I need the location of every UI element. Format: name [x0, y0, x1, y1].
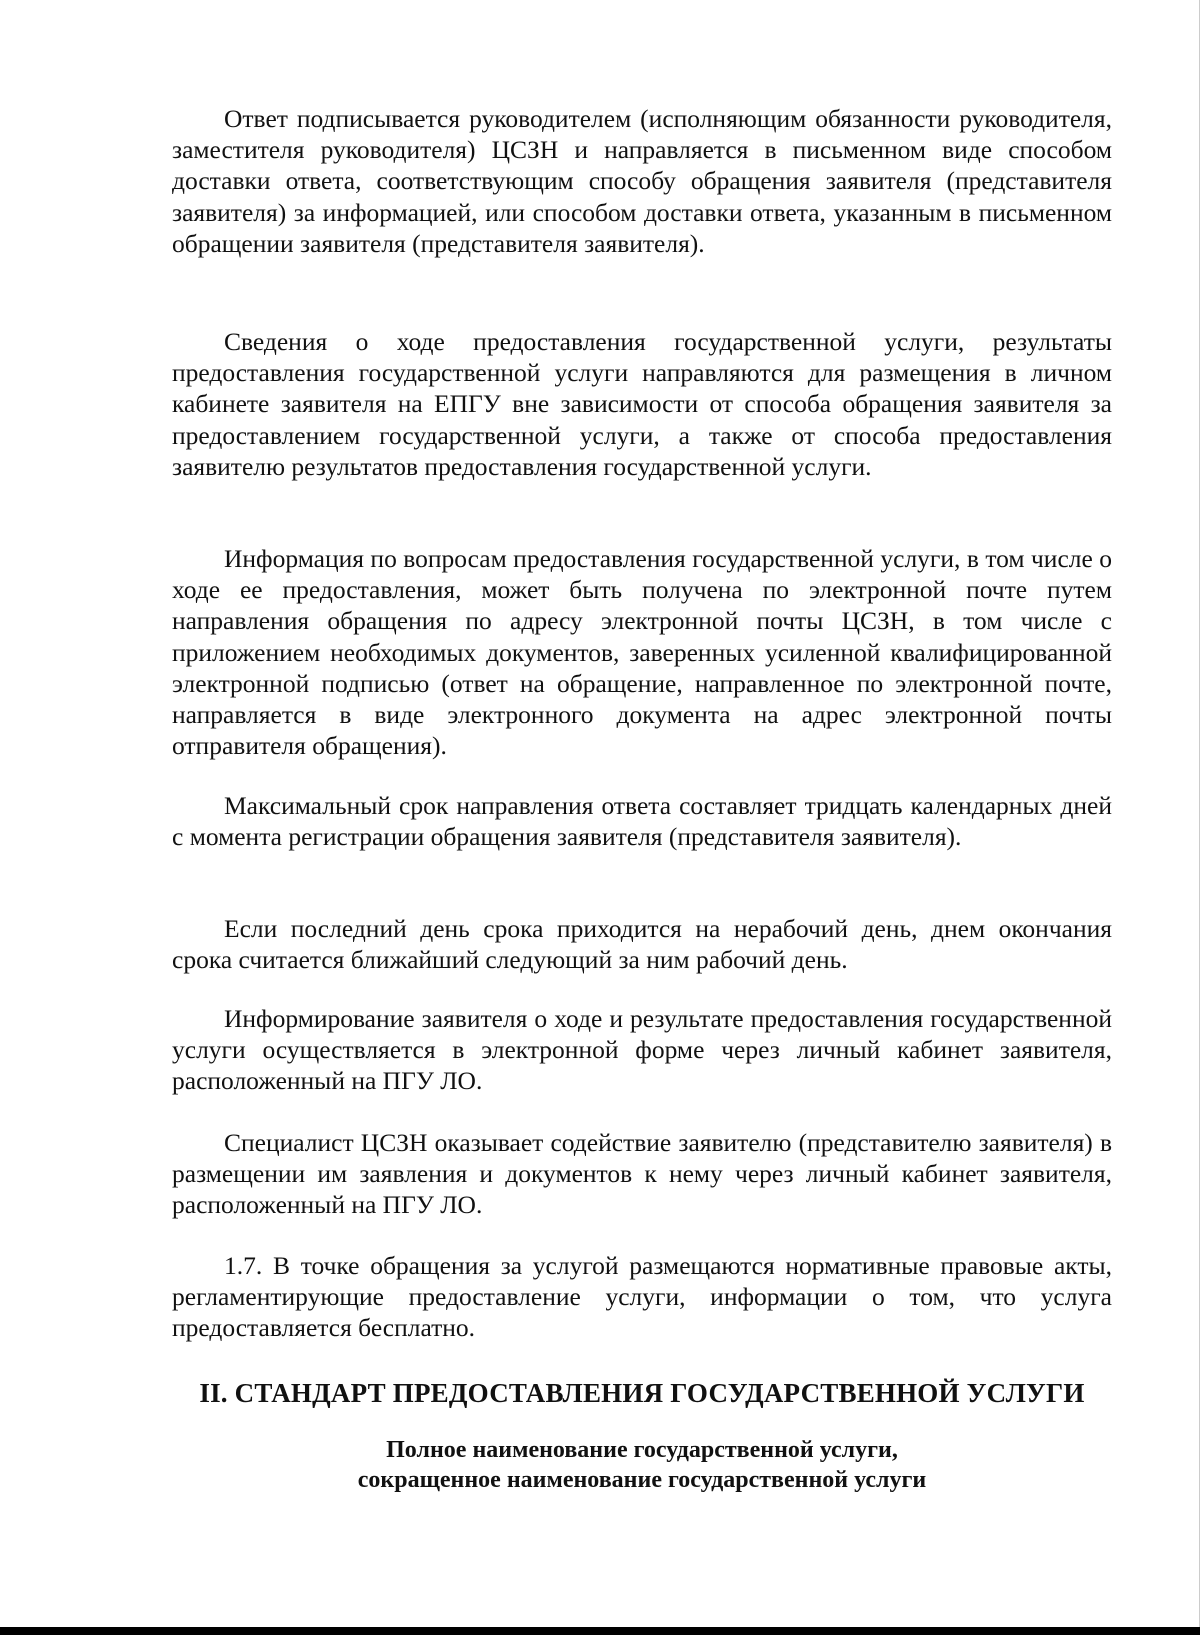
subheading — [172, 1435, 1112, 1495]
section-heading: II. СТАНДАРТ ПРЕДОСТАВЛЕНИЯ ГОСУДАРСТВЕННОЙ УСЛУГИ — [199, 1378, 1085, 1408]
paragraph-max-response-time: Максимальный срок направления ответа составляет тридцать календарных дней с момента регистрации обращения заявителя (представителя заявителя). — [172, 791, 1112, 852]
paragraph-response-signing: Ответ подписывается руководителем (исполняющим обязанности руководителя, заместителя руководителя) ЦСЗН и направляется в письменном виде способом доставки ответа, соответствующим способу обращения заявителя (представителя заявителя) за информацией, или способом доставки ответа, указанным в письменном обращении заявителя (представителя заявителя). — [172, 104, 1112, 258]
subheading-line-2: сокращенное наименование государственной услуги — [357, 1467, 927, 1493]
paragraph-deadline-weekend: Если последний день срока приходится на нерабочий день, днем окончания срока считается ближайший следующий за ним рабочий день. — [172, 914, 1112, 975]
scan-bottom-edge — [0, 1627, 1200, 1635]
paragraph-specialist-assistance: Специалист ЦСЗН оказывает содействие заявителю (представителю заявителя) в размещении им заявления и документов к нему через личный кабинет заявителя, расположенный на ПГУ ЛО. — [172, 1128, 1112, 1220]
subheading-line-1: Полное наименование государственной услуги, — [386, 1437, 898, 1463]
paragraph-service-progress: Сведения о ходе предоставления государственной услуги, результаты предоставления государственной услуги направляются для размещения в личном кабинете заявителя на ЕПГУ вне зависимости от способа обращения заявителя за предоставлением государственной услуги, а также от способа предоставления заявителю результатов предоставления государственной услуги. — [172, 327, 1112, 481]
paragraph-email-information: Информация по вопросам предоставления государственной услуги, в том числе о ходе ее предоставления, может быть получена по электронной почте путем направления обращения по адресу электронной почты ЦСЗН, в том числе с приложением необходимых документов, заверенных усиленной квалифицированной электронной подписью (ответ на обращение, направленное по электронной почте, направляется в виде электронного документа на адрес электронной почты отправителя обращения). — [172, 544, 1112, 761]
paragraph-electronic-notification: Информирование заявителя о ходе и результате предоставления государственной услуги осуществляется в электронной форме через личный кабинет заявителя, расположенный на ПГУ ЛО. — [172, 1004, 1112, 1096]
paragraph-section-1-7: 1.7. В точке обращения за услугой размещаются нормативные правовые акты, регламентирующие предоставление услуги, информации о том, что услуга предоставляется бесплатно. — [172, 1251, 1112, 1343]
